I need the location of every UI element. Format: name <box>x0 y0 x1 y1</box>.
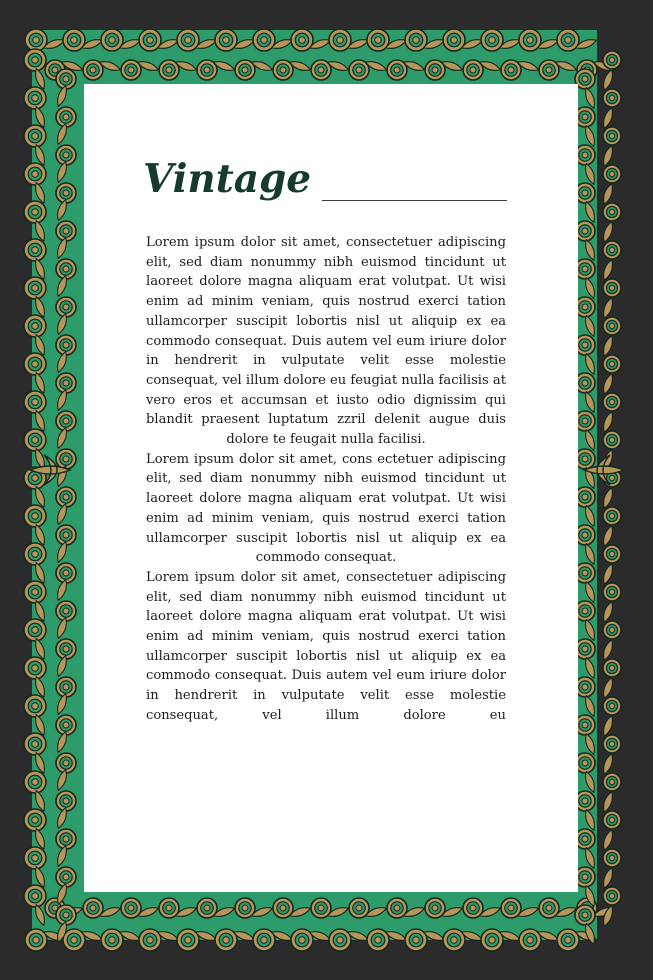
paragraph-2: Lorem ipsum dolor sit amet, cons ectetuer adipiscing elit, sed diam nonummy nibh euismod tincidunt ut laoreet dolore magna aliquam erat volutpat. Ut wisi enim ad minim veniam, quis nostrud exerci tation ullamcorper suscipit lobortis nisl ut aliquip ex ea commodo consequat. <box>146 451 506 566</box>
paragraph-1: Lorem ipsum dolor sit amet, consectetuer adipiscing elit, sed diam nonummy nibh euismod tincidunt ut laoreet dolore magna aliquam erat volutpat. Ut wisi enim ad minim veniam, quis nostrud exerci tation ullamcorper suscipit lobortis nisl ut aliquip ex ea commodo consequat. Duis autem vel eum iriure dolor in hendrerit in vulputate velit esse molestie consequat, vel illum dolore eu feugiat nulla facilisis at vero eros et accumsan et iusto odio dignissim qui blandit praesent luptatum zzril delenit augue duis dolore te feugait nulla facilisi. <box>146 235 506 448</box>
page-title: Vintage <box>143 156 312 202</box>
title-rule <box>322 200 507 201</box>
body-text <box>146 233 506 726</box>
paragraph-3: Lorem ipsum dolor sit amet, consectetuer adipiscing elit, sed diam nonummy nibh euismod tincidunt ut laoreet dolore magna aliquam erat volutpat. Ut wisi enim ad minim veniam, quis nostrud exerci tation ullamcorper suscipit lobortis nisl ut aliquip ex ea commodo consequat. Duis autem vel eum iriure dolor in hendrerit in vulputate velit esse molestie consequat, vel illum dolore eu <box>146 569 506 723</box>
